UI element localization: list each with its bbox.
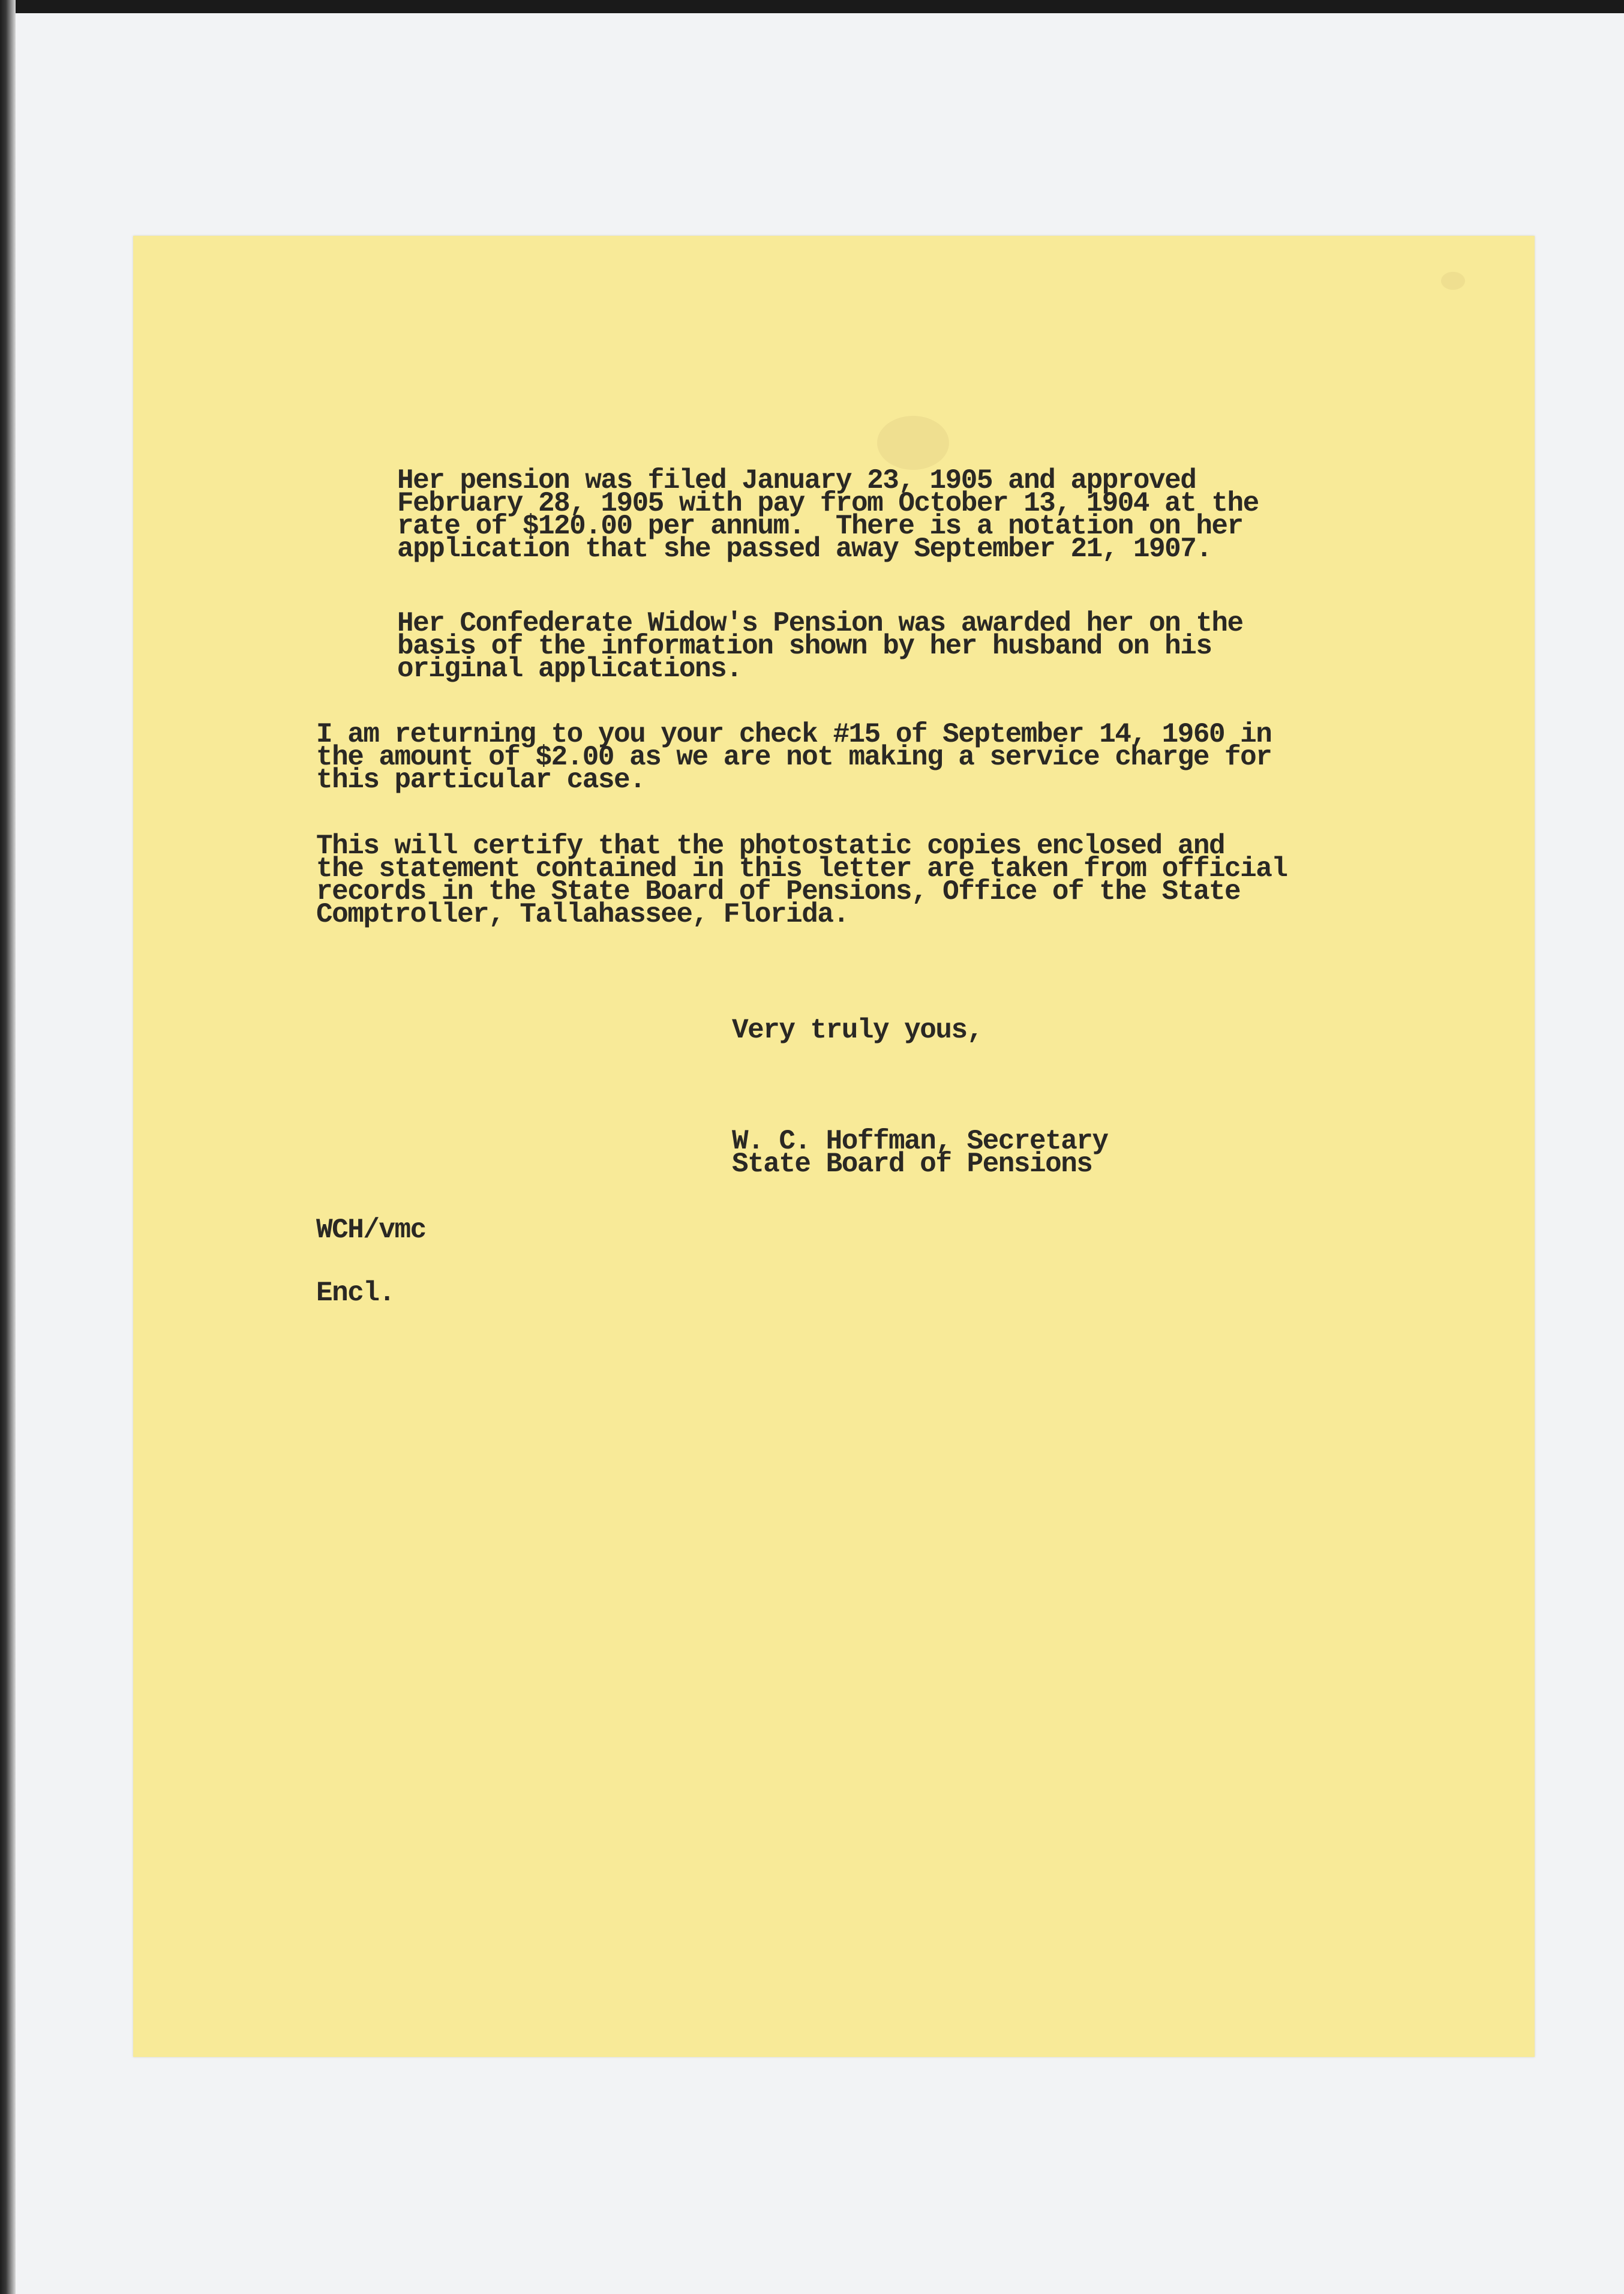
- enclosure-note: Encl.: [316, 1278, 395, 1309]
- scan-left-edge: [0, 0, 16, 2294]
- paragraph-widows-pension: Her Confederate Widow's Pension was awarded her on the basis of the information shown by her husband on his original applications.: [397, 608, 1243, 685]
- scan-top-edge: [0, 0, 1624, 13]
- paper-smudge: [877, 416, 949, 470]
- paragraph-certification: This will certify that the photostatic copies enclosed and the statement contained in this letter are taken from official records in the State Board of Pensions, Office of the State Comptroller, Tallahassee, Florida.: [316, 830, 1287, 930]
- signature-title: State Board of Pensions: [732, 1149, 1092, 1180]
- paragraph-returning-check: I am returning to you your check #15 of September 14, 1960 in the amount of $2.00 as we are not making a service charge for this particular case.: [316, 719, 1272, 796]
- signature-name: W. C. Hoffman, Secretary: [732, 1126, 1108, 1157]
- paragraph-pension-filed: Her pension was filed January 23, 1905 and approved February 28, 1905 with pay from October 13, 1904 at the rate of $120.00 per annum. There is a notation on her application that she passed away September 21, 1907.: [397, 465, 1259, 565]
- paper-smudge: [1441, 272, 1465, 290]
- typist-initials: WCH/vmc: [316, 1215, 426, 1246]
- closing-salutation: Very truly yous,: [732, 1015, 983, 1046]
- letter-page: [133, 236, 1535, 2057]
